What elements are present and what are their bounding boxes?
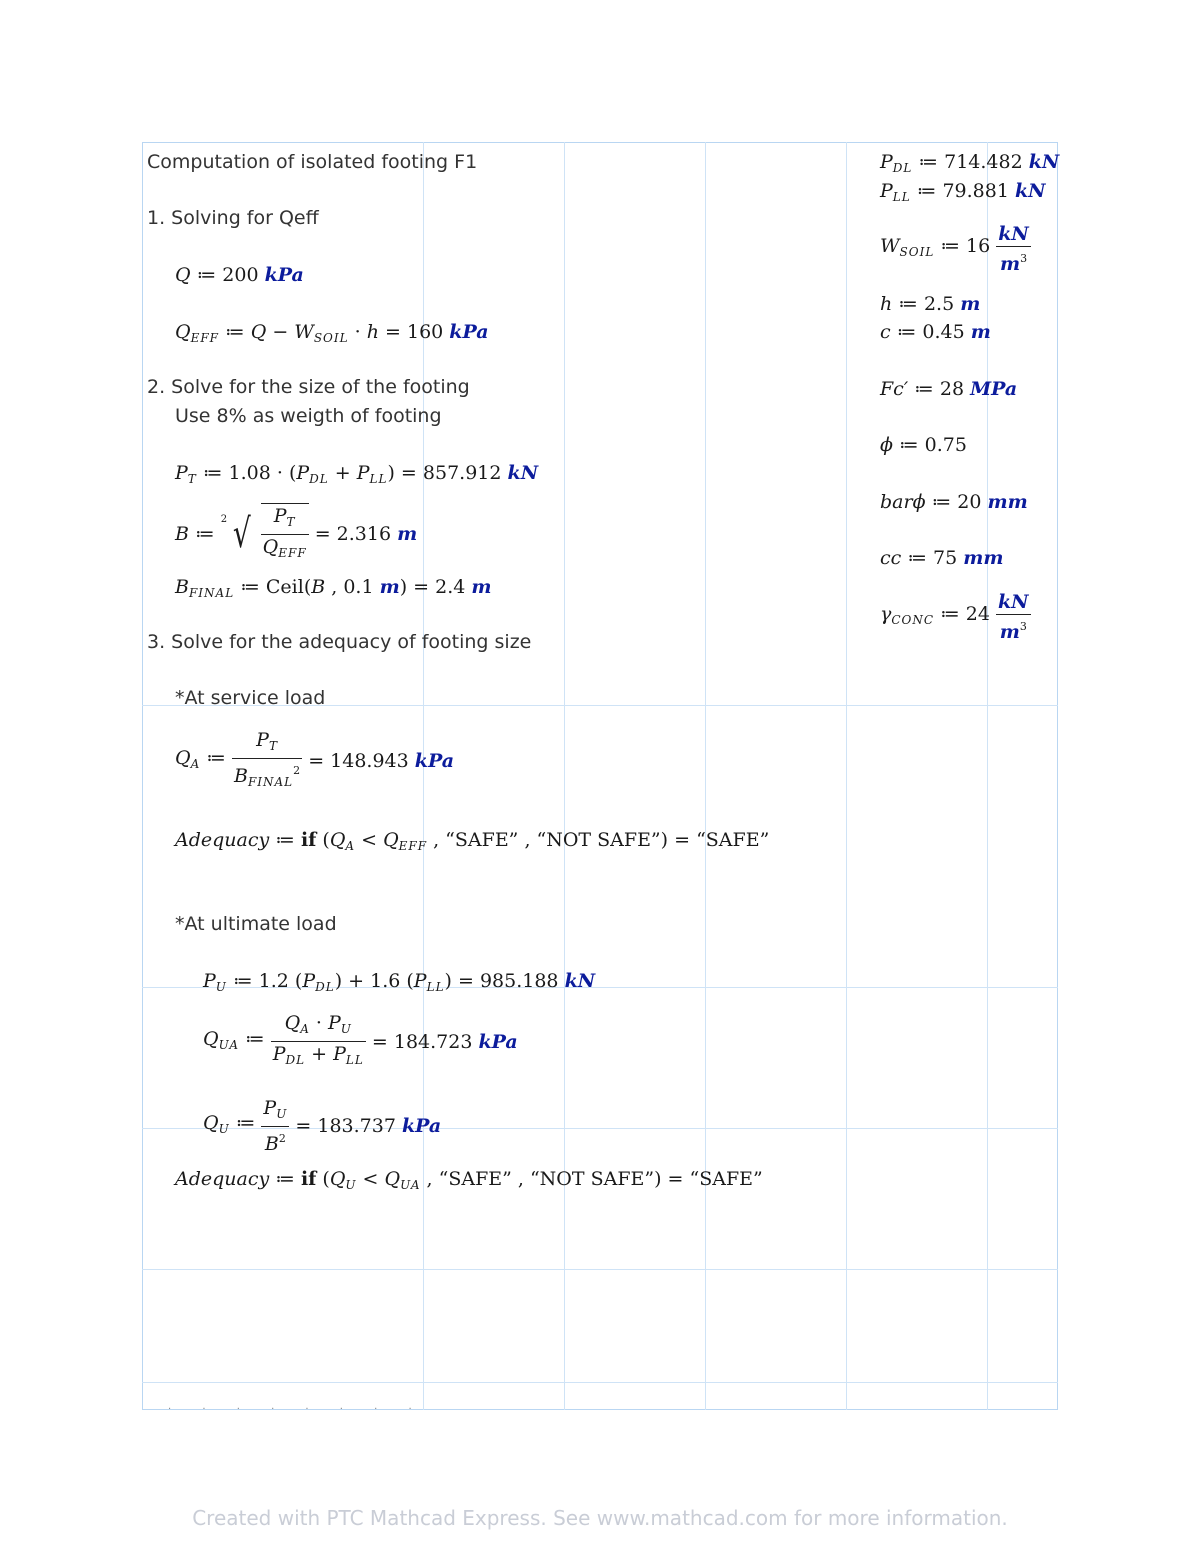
section-3-heading[interactable]: 3. Solve for the adequacy of footing size [147, 631, 532, 653]
fc-value: 28 [939, 378, 965, 400]
unit-m: m [999, 621, 1020, 643]
h-input[interactable]: h ≔ 2.5 m [880, 293, 981, 315]
mathcad-footer-notice: Created with PTC Mathcad Express. See www.mathcad.com for more information. [192, 1506, 1008, 1530]
gconc-value: 24 [965, 603, 990, 625]
ultimate-load-heading[interactable]: *At ultimate load [175, 913, 337, 935]
section-2-note[interactable]: Use 8% as weigth of footing [175, 405, 442, 427]
c-value: 0.45 [922, 321, 965, 343]
pu-result: 985.188 [479, 970, 559, 992]
cc-input[interactable]: cc ≔ 75 mm [880, 547, 1004, 569]
unit-m: m [379, 576, 400, 598]
unit-m: m [999, 253, 1021, 275]
adequacy-ultimate[interactable]: Adequacy ≔ if ($Q_U < Q_{UA}$ , “SAFE” , “NOT SAFE”) = “SAFE” [175, 1168, 763, 1192]
grid-line [564, 142, 565, 1410]
unit-mm: mm [987, 491, 1028, 513]
pt-definition[interactable]: $P_T$ ≔ $1.08 \cdot (P_{DL} + P_{LL}) = 857.912$ kN [175, 462, 539, 486]
b-definition[interactable]: B ≔ 2 √ $\frac{P_T}{Q_{EFF}}$ = 2.316 m [175, 503, 417, 565]
adequacy-ultimate-result: “SAFE” [689, 1168, 763, 1190]
adequacy-service[interactable]: Adequacy ≔ if ($Q_A < Q_{EFF}$ , “SAFE” , “NOT SAFE”) = “SAFE” [175, 829, 770, 853]
unit-kn: kN [507, 462, 539, 484]
service-load-heading[interactable]: *At service load [175, 687, 326, 709]
section-1-heading[interactable]: 1. Solving for Qeff [147, 207, 319, 229]
pdl-input[interactable]: $P_{DL}$ ≔ 714.482 kN [880, 151, 1060, 175]
section-2-heading[interactable]: 2. Solve for the size of the footing [147, 376, 470, 398]
pll-value: 79.881 [942, 180, 1009, 202]
unit-kn: kN [998, 223, 1029, 245]
unit-kpa: kPa [478, 1030, 518, 1053]
qua-definition[interactable]: $Q_{UA}$ ≔ $\frac{Q_A \cdot P_U}{P_{DL} + P_{LL}}$ = 184.723 kPa [203, 1012, 518, 1067]
h-value: 2.5 [923, 293, 955, 315]
qu-result: 183.737 [317, 1115, 396, 1137]
bfinal-step: 0.1 [343, 576, 374, 598]
unit-m: m [471, 576, 492, 598]
unit-mm: mm [963, 547, 1004, 569]
unit-kpa: kPa [449, 321, 489, 343]
pdl-value: 714.482 [944, 151, 1023, 173]
q-value: 200 [222, 264, 259, 286]
qeff-result: 160 [406, 321, 444, 343]
cut-off-region: · · · · · · · · [168, 1404, 426, 1415]
unit-kn: kN [998, 591, 1029, 613]
wsoil-value: 16 [966, 235, 991, 257]
grid-line [846, 142, 847, 1410]
phi-input[interactable]: ϕ ≔ 0.75 [880, 434, 967, 456]
qua-result: 184.723 [393, 1030, 473, 1053]
pll-input[interactable]: $P_{LL}$ ≔ 79.881 kN [880, 180, 1046, 204]
qa-result: 148.943 [330, 750, 409, 772]
pt-result: 857.912 [422, 462, 502, 484]
grid-line [142, 1269, 1058, 1270]
unit-kpa: kPa [264, 264, 304, 286]
qu-definition[interactable]: $Q_U$ ≔ $\frac{P_U}{B^2}$ = 183.737 kPa [203, 1097, 442, 1155]
cc-value: 75 [933, 547, 958, 569]
grid-line [142, 1382, 1058, 1383]
b-result: 2.316 [336, 523, 392, 545]
unit-kn: kN [1014, 180, 1046, 202]
unit-kn: kN [1028, 151, 1060, 173]
fc-input[interactable]: Fc′ ≔ 28 MPa [880, 378, 1018, 400]
bfinal-result: 2.4 [435, 576, 466, 598]
phi-value: 0.75 [924, 434, 967, 456]
qeff-definition[interactable]: $Q_{EFF}$ ≔ $Q - W_{SOIL} \cdot h = 160$ kPa [175, 321, 489, 345]
q-definition[interactable]: Q ≔ 200 kPa [175, 264, 304, 286]
gconc-input[interactable]: $\gamma_{CONC}$ ≔ 24 $\frac{kN}{m^3}$ [880, 591, 1029, 643]
unit-kpa: kPa [401, 1115, 442, 1137]
adequacy-service-result: “SAFE” [696, 829, 770, 851]
pu-definition[interactable]: $P_U$ ≔ 1.2 $(P_{DL}) + 1.6$ $(P_{LL}) = 985.188$ kN [203, 970, 596, 994]
barphi-value: 20 [957, 491, 982, 513]
unit-m: m [970, 321, 991, 343]
unit-m: m [397, 523, 418, 545]
barphi-input[interactable]: barϕ ≔ 20 mm [880, 491, 1028, 513]
unit-kn: kN [564, 970, 596, 992]
bfinal-definition[interactable]: $B_{FINAL}$ ≔ Ceil(B , 0.1 m) = 2.4 m [175, 576, 492, 600]
grid-line [705, 142, 706, 1410]
qa-definition[interactable]: $Q_A$ ≔ $\frac{P_T}{B_{FINAL}^2}$ = 148.943 kPa [175, 729, 455, 789]
worksheet-title[interactable]: Computation of isolated footing F1 [147, 151, 478, 173]
wsoil-input[interactable]: $W_{SOIL}$ ≔ 16 $\frac{kN}{m^3}$ [880, 223, 1029, 275]
c-input[interactable]: c ≔ 0.45 m [880, 321, 991, 343]
unit-kpa: kPa [414, 750, 455, 772]
unit-mpa: MPa [970, 378, 1018, 400]
unit-m: m [960, 293, 981, 315]
